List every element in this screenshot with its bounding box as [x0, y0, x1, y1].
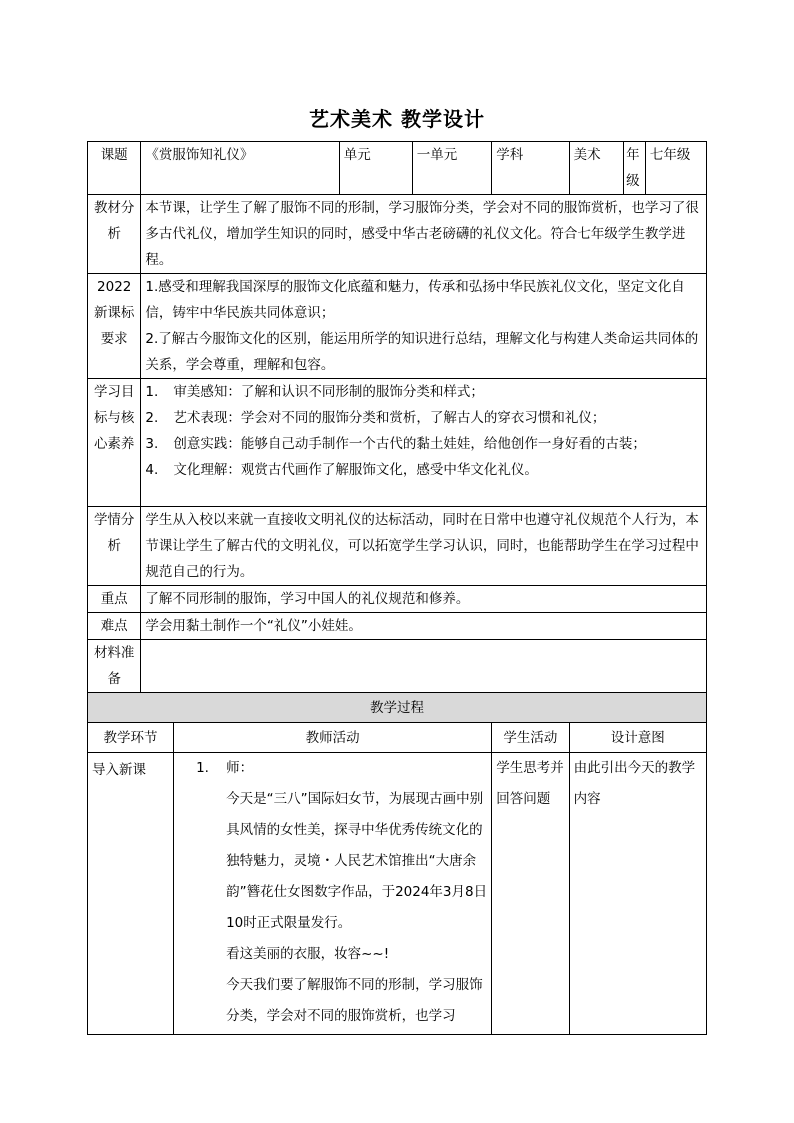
teacher-paragraph: 今天是“三八”国际妇女节，为展现古画中别具风情的女性美，探寻中华优秀传统文化的独特魅力，灵境・人民艺术馆推出“大唐余韵”簪花仕女图数字作品，于2024年3月8日10时正式限量发行。 [226, 791, 488, 931]
objective-text: 艺术表现：学会对不同的服饰分类和赏析，了解古人的穿衣习惯和礼仪； [173, 410, 606, 426]
analysis-row [88, 195, 707, 274]
teacher-paragraph: 看这美丽的衣服，妆容~~! [226, 946, 390, 962]
header-student: 学生活动 [492, 723, 569, 753]
key-point-row [88, 586, 707, 613]
objective-text: 创意实践：能够自己动手制作一个古代的黏土娃娃，给他创作一身好看的古装； [173, 436, 646, 452]
info-value-subject: 美术 [569, 142, 623, 195]
objective-text: 审美感知：了解和认识不同形制的服饰分类和样式； [173, 384, 484, 400]
lesson-plan-table [87, 141, 707, 1035]
objective-number: 4. [145, 462, 159, 478]
teacher-paragraph: 今天我们要了解服饰不同的形制，学习服饰分类，学会对不同的服饰赏析，也学习 [226, 977, 483, 1024]
teacher-lead: 师： [226, 760, 254, 776]
process-title: 教学过程 [88, 693, 707, 723]
process-header-row [88, 723, 707, 753]
objective-number: 1. [145, 384, 159, 400]
info-value-topic: 《赏服饰知礼仪》 [141, 142, 339, 195]
info-label-unit: 单元 [339, 142, 412, 195]
materials-row [88, 640, 707, 693]
learner-label: 学情分析 [88, 507, 141, 586]
info-label-topic: 课题 [88, 142, 141, 195]
difficulty-text: 学会用黏土制作一个“礼仪”小娃娃。 [141, 613, 707, 640]
analysis-label: 教材分析 [88, 195, 141, 274]
objective-item [145, 379, 702, 405]
header-teacher: 教师活动 [174, 723, 492, 753]
header-stage: 教学环节 [88, 723, 174, 753]
header-intent: 设计意图 [569, 723, 706, 753]
objective-item [145, 457, 702, 483]
objectives-list [141, 379, 707, 507]
analysis-text: 本节课，让学生了解了服饰不同的形制，学习服饰分类，学会对不同的服饰赏析，也学习了很多古代礼仪，增加学生知识的同时，感受中华古老磅礴的礼仪文化。符合七年级学生教学进程。 [141, 195, 707, 274]
info-row [88, 142, 707, 195]
difficulty-row [88, 613, 707, 640]
process-row-intro [88, 753, 707, 1035]
standards-paragraph: 1.感受和理解我国深厚的服饰文化底蕴和魅力，传承和弘扬中华民族礼仪文化，坚定文化自信，铸牢中华民族共同体意识； [145, 279, 685, 321]
objective-item [145, 431, 702, 457]
standards-row [88, 274, 707, 379]
key-point-label: 重点 [88, 586, 141, 613]
process-title-row [88, 693, 707, 723]
teacher-item-number: 1. [196, 760, 209, 776]
learner-row [88, 507, 707, 586]
standards-paragraph: 2.了解古今服饰文化的区别，能运用所学的知识进行总结，理解文化与构建人类命运共同体的关系，学会尊重，理解和包容。 [145, 331, 699, 373]
objective-item [145, 405, 702, 431]
process-stage: 导入新课 [88, 753, 174, 1035]
objectives-label: 学习目标与核心素养 [88, 379, 141, 507]
materials-label: 材料准备 [88, 640, 141, 693]
info-value-unit: 一单元 [412, 142, 492, 195]
objectives-row [88, 379, 707, 507]
key-point-text: 了解不同形制的服饰，学习中国人的礼仪规范和修养。 [141, 586, 707, 613]
info-label-subject: 学科 [492, 142, 569, 195]
student-activity: 学生思考并回答问题 [492, 753, 569, 1035]
info-label-grade: 年级 [624, 142, 646, 195]
difficulty-label: 难点 [88, 613, 141, 640]
info-value-grade: 七年级 [645, 142, 706, 195]
teacher-activity [174, 753, 492, 1035]
materials-text [141, 640, 707, 693]
learner-text: 学生从入校以来就一直接收文明礼仪的达标活动，同时在日常中也遵守礼仪规范个人行为，本节课让学生了解古代的文明礼仪，可以拓宽学生学习认识，同时，也能帮助学生在学习过程中规范自己的行为。 [141, 507, 707, 586]
design-intent: 由此引出今天的教学内容 [569, 753, 706, 1035]
standards-label: 2022新课标要求 [88, 274, 141, 379]
objective-number: 2. [145, 410, 159, 426]
objective-number: 3. [145, 436, 159, 452]
document-title: 艺术美术 教学设计 [309, 107, 485, 131]
standards-text [141, 274, 707, 379]
objective-text: 文化理解：观赏古代画作了解服饰文化，感受中华文化礼仪。 [173, 462, 538, 478]
